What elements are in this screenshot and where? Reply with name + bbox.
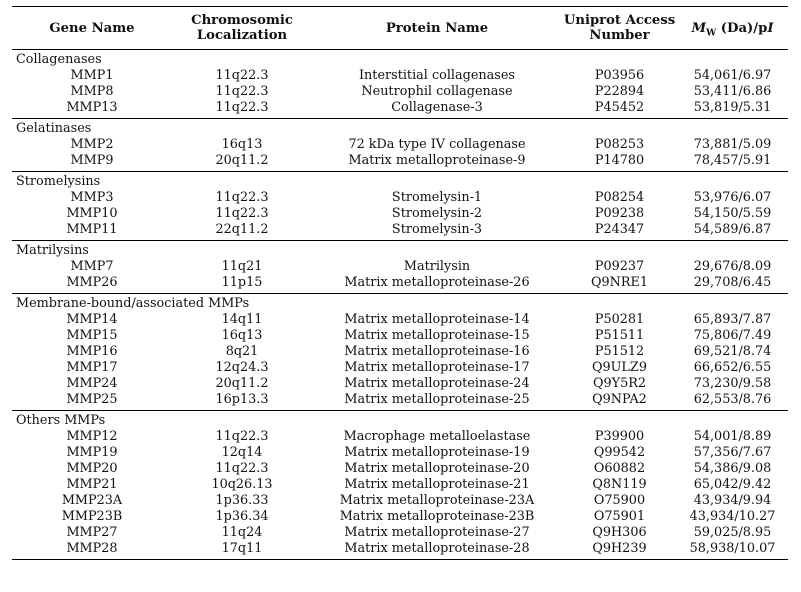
gene-name: MMP13: [66, 100, 118, 115]
uniprot-access: O60882: [593, 461, 646, 476]
protein-name: Neutrophil collagenase: [361, 84, 513, 99]
mw-pi: 75,806/7.49: [693, 328, 772, 343]
uniprot-access: O75901: [593, 509, 646, 524]
uniprot-access: Q9Y5R2: [593, 376, 646, 391]
protein-name: Matrilysin: [403, 259, 471, 274]
mw-pi: 58,938/10.07: [689, 541, 776, 556]
gene-name: MMP9: [70, 153, 114, 168]
mw-pi: 54,001/8.89: [693, 429, 772, 444]
table-row: [12, 445, 788, 461]
mw-pi: 53,976/6.07: [693, 190, 772, 205]
header-localization: Chromosomic Localization: [191, 13, 293, 43]
protein-name: Matrix metalloproteinase-15: [344, 328, 530, 343]
table-row: [12, 222, 788, 238]
mw-pi: 65,893/7.87: [693, 312, 772, 327]
protein-name: Matrix metalloproteinase-24: [344, 376, 530, 391]
mw-pi: 78,457/5.91: [693, 153, 772, 168]
protein-name: Matrix metalloproteinase-17: [344, 360, 530, 375]
uniprot-access: Q99542: [593, 445, 646, 460]
protein-name: Matrix metalloproteinase-23A: [339, 493, 535, 508]
mw-pi: 54,589/6.87: [693, 222, 772, 237]
uniprot-access: P24347: [594, 222, 645, 237]
group-section: [12, 172, 788, 241]
gene-name: MMP24: [66, 376, 118, 391]
chromosomic-localization: 14q11: [221, 312, 263, 327]
mw-pi: 62,553/8.76: [693, 392, 772, 407]
header-uniprot: Uniprot Access Number: [563, 13, 676, 43]
uniprot-access: P14780: [594, 153, 645, 168]
gene-name: MMP11: [66, 222, 118, 237]
table-row: [12, 328, 788, 344]
header-protein: Protein Name: [385, 21, 489, 36]
uniprot-access: P09238: [594, 206, 645, 221]
chromosomic-localization: 11q22.3: [215, 100, 269, 115]
uniprot-access: Q9H239: [592, 541, 647, 556]
mw-pi: 57,356/7.67: [693, 445, 772, 460]
mw-pi: 53,411/6.86: [693, 84, 772, 99]
header-gene: Gene Name: [49, 21, 135, 36]
group-title: Gelatinases: [16, 121, 92, 136]
table-row: [12, 100, 788, 116]
mw-pi: 53,819/5.31: [693, 100, 772, 115]
protein-name: Matrix metalloproteinase-23B: [339, 509, 535, 524]
table-row: [12, 275, 788, 291]
chromosomic-localization: 10q26.13: [211, 477, 273, 492]
protein-name: Matrix metalloproteinase-14: [344, 312, 530, 327]
chromosomic-localization: 20q11.2: [215, 153, 269, 168]
gene-name: MMP27: [66, 525, 118, 540]
protein-name: 72 kDa type IV collagenase: [348, 137, 526, 152]
table-row: [12, 461, 788, 477]
mw-pi: 43,934/10.27: [689, 509, 776, 524]
chromosomic-localization: 11q22.3: [215, 461, 269, 476]
gene-name: MMP28: [66, 541, 118, 556]
gene-name: MMP23B: [61, 509, 123, 524]
uniprot-access: Q9H306: [592, 525, 647, 540]
table-row: [12, 137, 788, 153]
chromosomic-localization: 11q22.3: [215, 68, 269, 83]
chromosomic-localization: 11q22.3: [215, 190, 269, 205]
mw-pi: 43,934/9.94: [693, 493, 772, 508]
uniprot-access: Q9NPA2: [592, 392, 647, 407]
protein-name: Matrix metalloproteinase-16: [344, 344, 530, 359]
table-row: [12, 68, 788, 84]
protein-name: Matrix metalloproteinase-21: [344, 477, 530, 492]
gene-name: MMP1: [70, 68, 114, 83]
uniprot-access: P08253: [594, 137, 645, 152]
mw-pi: 65,042/9.42: [693, 477, 772, 492]
header-mw-pi: $M_W$ (Da)/pI: [691, 21, 774, 39]
protein-name: Interstitial collagenases: [359, 68, 515, 83]
gene-name: MMP7: [70, 259, 114, 274]
chromosomic-localization: 22q11.2: [215, 222, 269, 237]
table-row: [12, 190, 788, 206]
mw-pi: 69,521/8.74: [693, 344, 772, 359]
chromosomic-localization: 12q14: [221, 445, 263, 460]
uniprot-access: P39900: [594, 429, 645, 444]
chromosomic-localization: 11q22.3: [215, 429, 269, 444]
mw-pi: 54,386/9.08: [693, 461, 772, 476]
mw-pi: 54,061/6.97: [693, 68, 772, 83]
protein-name: Collagenase-3: [391, 100, 483, 115]
group-title: Stromelysins: [16, 174, 101, 189]
mmp-table: [12, 6, 788, 560]
mw-pi: 73,230/9.58: [693, 376, 772, 391]
protein-name: Matrix metalloproteinase-28: [344, 541, 530, 556]
uniprot-access: Q8N119: [592, 477, 647, 492]
chromosomic-localization: 1p36.33: [215, 493, 269, 508]
group-title: Matrilysins: [16, 243, 89, 258]
gene-name: MMP15: [66, 328, 118, 343]
chromosomic-localization: 12q24.3: [215, 360, 269, 375]
mw-pi: 59,025/8.95: [693, 525, 772, 540]
table-row: [12, 312, 788, 328]
table-row: [12, 360, 788, 376]
chromosomic-localization: 16q13: [221, 328, 263, 343]
mw-pi: 73,881/5.09: [693, 137, 772, 152]
table-row: [12, 493, 788, 509]
group-section: [12, 119, 788, 172]
uniprot-access: Q9ULZ9: [592, 360, 647, 375]
table-row: [12, 259, 788, 275]
uniprot-access: P45452: [594, 100, 645, 115]
table-row: [12, 392, 788, 408]
table-row: [12, 477, 788, 493]
uniprot-access: O75900: [593, 493, 646, 508]
protein-name: Matrix metalloproteinase-20: [344, 461, 530, 476]
gene-name: MMP23A: [61, 493, 123, 508]
table-row: [12, 206, 788, 222]
uniprot-access: P22894: [594, 84, 645, 99]
table-row: [12, 153, 788, 169]
chromosomic-localization: 17q11: [221, 541, 263, 556]
chromosomic-localization: 20q11.2: [215, 376, 269, 391]
uniprot-access: P51511: [594, 328, 645, 343]
table-row: [12, 344, 788, 360]
group-title: Collagenases: [16, 52, 102, 67]
group-title: Membrane-bound/associated MMPs: [16, 296, 250, 311]
protein-name: Matrix metalloproteinase-25: [344, 392, 530, 407]
group-section: [12, 50, 788, 119]
uniprot-access: Q9NRE1: [591, 275, 648, 290]
mw-pi: 66,652/6.55: [693, 360, 772, 375]
protein-name: Stromelysin-2: [391, 206, 483, 221]
gene-name: MMP19: [66, 445, 118, 460]
table-row: [12, 541, 788, 557]
group-section: [12, 241, 788, 294]
table-row: [12, 525, 788, 541]
chromosomic-localization: 8q21: [225, 344, 259, 359]
protein-name: Matrix metalloproteinase-27: [344, 525, 530, 540]
uniprot-access: P51512: [594, 344, 645, 359]
table-row: [12, 376, 788, 392]
group-title: Others MMPs: [16, 413, 106, 428]
gene-name: MMP10: [66, 206, 118, 221]
chromosomic-localization: 11q22.3: [215, 84, 269, 99]
gene-name: MMP26: [66, 275, 118, 290]
group-section: [12, 411, 788, 560]
mw-pi: 54,150/5.59: [693, 206, 772, 221]
gene-name: MMP21: [66, 477, 118, 492]
table-body: [12, 50, 788, 560]
chromosomic-localization: 16p13.3: [215, 392, 269, 407]
mw-pi: 29,676/8.09: [693, 259, 772, 274]
group-section: [12, 294, 788, 411]
table-header: [12, 6, 788, 50]
table-row: [12, 509, 788, 525]
protein-name: Matrix metalloproteinase-26: [344, 275, 530, 290]
chromosomic-localization: 11q24: [221, 525, 263, 540]
gene-name: MMP8: [70, 84, 114, 99]
chromosomic-localization: 11p15: [221, 275, 263, 290]
gene-name: MMP12: [66, 429, 118, 444]
uniprot-access: P50281: [594, 312, 645, 327]
table-row: [12, 84, 788, 100]
gene-name: MMP2: [70, 137, 114, 152]
uniprot-access: P03956: [594, 68, 645, 83]
chromosomic-localization: 11q22.3: [215, 206, 269, 221]
gene-name: MMP20: [66, 461, 118, 476]
gene-name: MMP17: [66, 360, 118, 375]
table-row: [12, 429, 788, 445]
protein-name: Stromelysin-1: [391, 190, 483, 205]
chromosomic-localization: 1p36.34: [215, 509, 269, 524]
mw-pi: 29,708/6.45: [693, 275, 772, 290]
protein-name: Matrix metalloproteinase-19: [344, 445, 530, 460]
chromosomic-localization: 11q21: [221, 259, 263, 274]
gene-name: MMP14: [66, 312, 118, 327]
uniprot-access: P09237: [594, 259, 645, 274]
protein-name: Stromelysin-3: [391, 222, 483, 237]
gene-name: MMP25: [66, 392, 118, 407]
chromosomic-localization: 16q13: [221, 137, 263, 152]
gene-name: MMP3: [70, 190, 114, 205]
protein-name: Macrophage metalloelastase: [343, 429, 531, 444]
uniprot-access: P08254: [594, 190, 645, 205]
gene-name: MMP16: [66, 344, 118, 359]
protein-name: Matrix metalloproteinase-9: [348, 153, 526, 168]
